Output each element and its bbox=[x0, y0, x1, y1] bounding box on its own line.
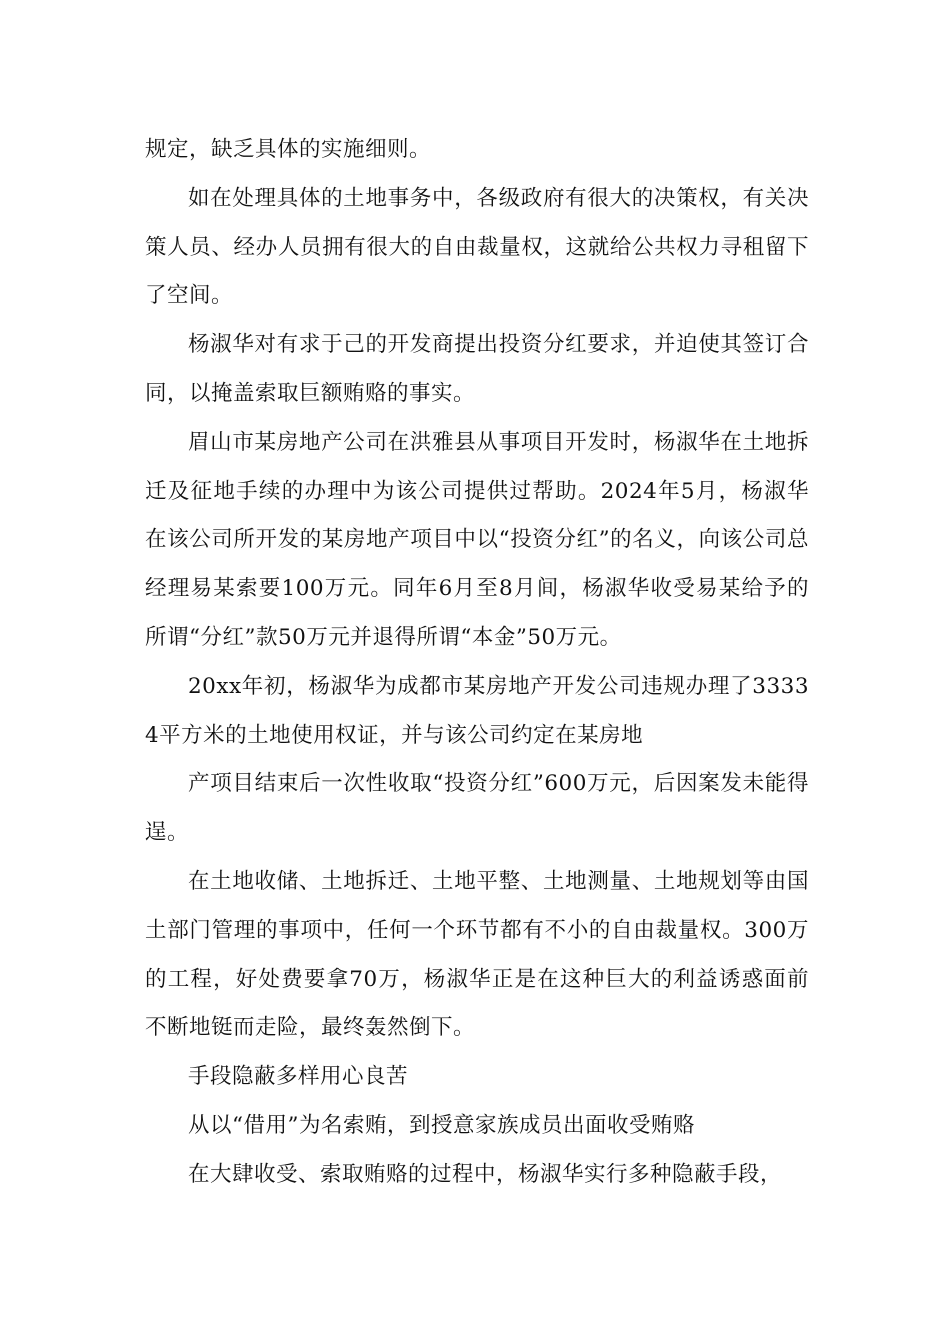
paragraph-3: 杨淑华对有求于己的开发商提出投资分红要求，并迫使其签订合同，以掩盖索取巨额贿赂的事实。 bbox=[145, 332, 809, 406]
section-heading: 手段隐蔽多样用心良苦 bbox=[188, 1064, 409, 1090]
paragraph-1: 规定，缺乏具体的实施细则。 bbox=[145, 137, 432, 162]
paragraph-6: 产项目结束后一次性收取“投资分红”600万元，后因案发未能得逞。 bbox=[145, 771, 809, 846]
paragraph-8: 在大肆收受、索取贿赂的过程中，杨淑华实行多种隐蔽手段， bbox=[188, 1161, 783, 1187]
paragraph-7: 在土地收储、土地拆迁、土地平整、土地测量、土地规划等由国土部门管理的事项中，任何一个环节都有不小的自由裁量权。300万的工程，好处费要拿70万，杨淑华正是在这种巨大的利益诱惑面前不断地铤而走险，最终轰然倒下。 bbox=[145, 868, 809, 1041]
document-body bbox=[145, 126, 809, 1200]
paragraph-4: 眉山市某房地产公司在洪雅县从事项目开发时，杨淑华在土地拆迁及征地手续的办理中为该公司提供过帮助。2024年5月，杨淑华在该公司所开发的某房地产项目中以“投资分红”的名义，向该公司总经理易某索要100万元。同年6月至8月间，杨淑华收受易某给予的所谓“分红”款50万元并退得所谓“本金”50万元。 bbox=[145, 429, 809, 650]
subheading: 从以“借用”为名索贿，到授意家族成员出面收受贿赂 bbox=[188, 1112, 695, 1138]
paragraph-5: 20xx年初，杨淑华为成都市某房地产开发公司违规办理了33334平方米的土地使用权证，并与该公司约定在某房地 bbox=[145, 673, 809, 748]
paragraph-2: 如在处理具体的土地事务中，各级政府有很大的决策权，有关决策人员、经办人员拥有很大的自由裁量权，这就给公共权力寻租留下了空间。 bbox=[145, 185, 809, 309]
